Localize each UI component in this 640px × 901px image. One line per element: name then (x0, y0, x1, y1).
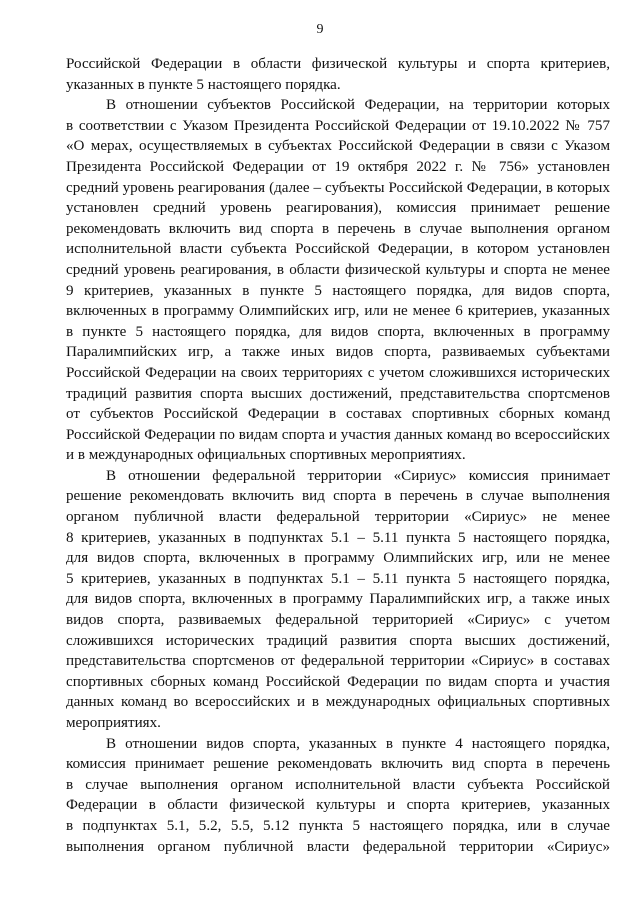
text-line: исполнительной власти субъекта Российской Федерации, в котором установлен (66, 241, 610, 258)
paragraph (66, 734, 610, 858)
text-line: 5 критериев, указанных в подпунктах 5.1 – 5.11 пункта 5 настоящего порядка, (66, 570, 610, 587)
text-line: Российской Федерации по видам спорта и участия данных команд во всероссийских (66, 426, 610, 443)
text-line: в случае выполнения органом исполнительной власти субъекта Российской (66, 776, 610, 793)
text-line: средний уровень реагирования, в области физической культуры и спорта не менее (66, 261, 610, 278)
text-line: Российской Федерации на своих территориях с учетом сложившихся исторических (66, 364, 610, 381)
text-line: видов спорта, развиваемых федеральной территорией «Сириус» с учетом (66, 612, 610, 629)
paragraph (66, 54, 610, 95)
text-line: установлен средний уровень реагирования), комиссия принимает решение (66, 200, 610, 217)
text-line: Паралимпийских игр, а также иных видов спорта, развиваемых субъектами (66, 344, 610, 361)
text-line: в соответствии с Указом Президента Российской Федерации от 19.10.2022 № 757 (66, 117, 610, 134)
document-body (66, 54, 610, 857)
text-line: спортивных сборных команд Российской Федерации по видам спорта и участия (66, 673, 610, 690)
text-line: включенных в программу Олимпийских игр, или не менее 6 критериев, указанных (66, 303, 610, 320)
text-line: средний уровень реагирования (далее – субъекты Российской Федерации, в которых (66, 179, 610, 196)
text-line: комиссия принимает решение рекомендовать включить вид спорта в перечень (66, 756, 610, 773)
text-line: мероприятиях. (66, 715, 161, 731)
text-line: В отношении федеральной территории «Сириус» комиссия принимает (106, 467, 610, 484)
page-number: 9 (316, 22, 324, 37)
text-line: Президента Российской Федерации от 19 октября 2022 г. № 756» установлен (66, 158, 610, 175)
paragraph (66, 466, 610, 734)
text-line: данных команд во всероссийских и в международных официальных спортивных (66, 694, 610, 711)
text-line: решение рекомендовать включить вид спорта в перечень в случае выполнения (66, 488, 610, 505)
text-line: указанных в пункте 5 настоящего порядка. (66, 76, 341, 93)
text-line: 8 критериев, указанных в подпунктах 5.1 – 5.11 пункта 5 настоящего порядка, (66, 529, 610, 546)
text-line: Федерации в области физической культуры и спорта критериев, указанных (66, 797, 610, 814)
text-line: рекомендовать включить вид спорта в перечень в случае выполнения органом (66, 220, 610, 237)
text-line: В отношении субъектов Российской Федерации, на территории которых (106, 97, 610, 114)
text-line: 9 критериев, указанных в пункте 5 настоящего порядка, для видов спорта, (66, 282, 610, 299)
paragraph (66, 95, 610, 466)
text-line: для видов спорта, включенных в программу Олимпийских игр, или не менее (66, 550, 610, 567)
text-line: Российской Федерации в области физической культуры и спорта критериев, (66, 56, 610, 72)
text-line: традиций развития спорта высших достижений, представительства спортсменов (66, 385, 610, 402)
text-line: В отношении видов спорта, указанных в пункте 4 настоящего порядка, (106, 735, 610, 752)
text-line: «О мерах, осуществляемых в субъектах Российской Федерации в связи с Указом (66, 138, 610, 155)
text-line: сложившихся исторических традиций развития спорта высших достижений, (66, 632, 610, 649)
text-line: и в международных официальных спортивных мероприятиях. (66, 447, 466, 464)
text-line: в подпунктах 5.1, 5.2, 5.5, 5.12 пункта 5 настоящего порядка, или в случае (66, 817, 610, 834)
text-line: от субъектов Российской Федерации в составах спортивных сборных команд (66, 406, 610, 423)
text-line: выполнения органом публичной власти федеральной территории «Сириус» (66, 838, 610, 855)
text-line: в пункте 5 настоящего порядка, для видов спорта, включенных в программу (66, 323, 610, 340)
text-line: представительства спортсменов от федеральной территории «Сириус» в составах (66, 653, 610, 670)
text-line: органом публичной власти федеральной территории «Сириус» не менее (66, 509, 610, 526)
text-line: для видов спорта, включенных в программу Паралимпийских игр, а также иных (66, 591, 610, 608)
